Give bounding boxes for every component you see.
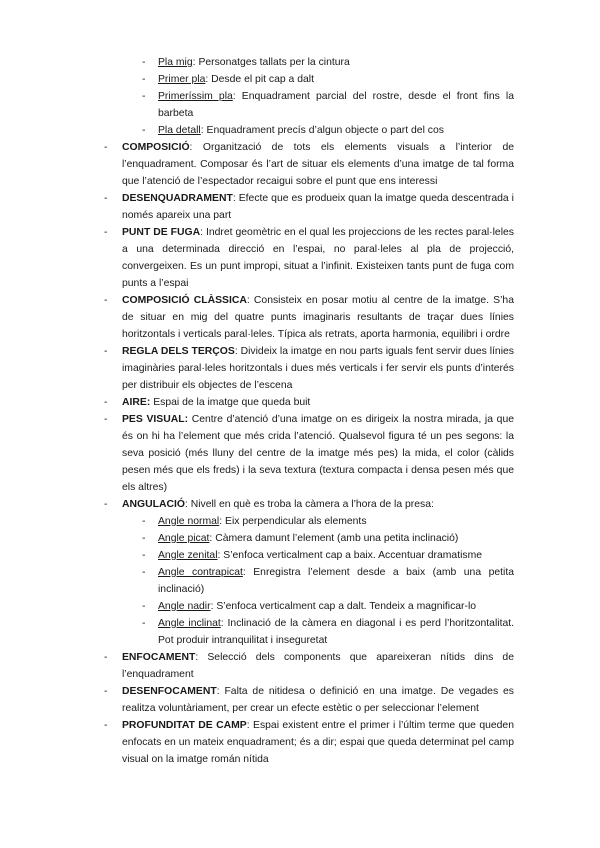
- item-term: ANGULACIÓ: [122, 499, 185, 510]
- item-term: PUNT DE FUGA: [122, 227, 201, 238]
- bullet-dash-icon: -: [142, 516, 146, 527]
- item-definition: Selecció dels components que apareixeran nítids dins de l’enquadrament: [122, 652, 514, 680]
- item-separator: :: [192, 57, 199, 68]
- item-term: Angle zenital: [158, 550, 218, 561]
- item-separator: :: [217, 550, 224, 561]
- item-definition: Espai existent entre el primer i l’últim terme que queden enfocats en un mateix enquadrament; és a dir; espai que queda determinat pel camp visual on la imatge román nítida: [122, 720, 514, 765]
- item-separator: :: [219, 516, 226, 527]
- bullet-dash-icon: -: [142, 567, 146, 578]
- item-separator: :: [205, 74, 212, 85]
- sub-list-item: [142, 122, 514, 139]
- bullet-dash-icon: -: [142, 550, 146, 561]
- item-separator: :: [216, 686, 225, 697]
- bullet-dash-icon: -: [104, 193, 108, 204]
- item-separator: :: [220, 618, 228, 629]
- sub-list-item: [142, 598, 514, 615]
- sub-list-item: [142, 54, 514, 71]
- bullet-dash-icon: -: [104, 720, 108, 731]
- bullet-dash-icon: -: [104, 346, 108, 357]
- item-separator: :: [242, 567, 254, 578]
- item-definition: Desde el pit cap a dalt: [211, 74, 314, 85]
- item-separator: :: [210, 601, 217, 612]
- item-term: PES VISUAL:: [122, 414, 189, 425]
- list-item: [104, 139, 514, 190]
- sub-list-item: [142, 513, 514, 530]
- sub-list-item: [142, 564, 514, 598]
- item-definition: Personatges tallats per la cintura: [198, 57, 350, 68]
- list-item: [104, 343, 514, 394]
- item-definition: Divideix la imatge en nou parts iguals fent servir dues línies imaginàries paral·leles horitzontals i dues més verticals i fer servir els punts d’interés per distribuir els objectes de l’escena: [122, 346, 514, 391]
- item-term: AIRE:: [122, 397, 151, 408]
- item-separator: :: [232, 193, 239, 204]
- item-separator: :: [232, 91, 242, 102]
- item-separator: :: [200, 227, 206, 238]
- list-item: [104, 717, 514, 768]
- sub-list-item: [142, 530, 514, 547]
- item-term: REGLA DELS TERÇOS: [122, 346, 235, 357]
- bullet-dash-icon: -: [142, 601, 146, 612]
- item-definition: S’enfoca verticalment cap a baix. Accentuar dramatisme: [223, 550, 483, 561]
- item-term: PROFUNDITAT DE CAMP: [122, 720, 247, 731]
- list-item: [104, 683, 514, 717]
- sub-list-item: [142, 71, 514, 88]
- bullet-dash-icon: -: [142, 91, 146, 102]
- item-term: COMPOSICIÓ CLÀSSICA: [122, 295, 247, 306]
- bullet-dash-icon: -: [142, 618, 146, 629]
- item-term: Angle picat: [158, 533, 210, 544]
- item-term: ENFOCAMENT: [122, 652, 196, 663]
- item-separator: :: [195, 652, 208, 663]
- item-definition: Càmera damunt l’element (amb una petita inclinació): [215, 533, 459, 544]
- item-definition: Organització de tots els elements visuals a l’interior de l’enquadrament. Composar és l’art de situar els elements d’una imatge de tal forma que l’atenció de l’espectador recaigui sobre el punt que ens interessi: [122, 142, 514, 187]
- item-term: Primer pla: [158, 74, 206, 85]
- item-definition: Consisteix en posar motiu al centre de la imatge. S’ha de situar en mig del quatre punts imaginaris resultants de traçar dues línies horitzontals i verticals paral·leles. Típica als retrats, aporta harmonia, equilibri i ordre: [122, 295, 514, 340]
- item-separator: :: [246, 295, 254, 306]
- item-separator: :: [200, 125, 207, 136]
- bullet-dash-icon: -: [104, 686, 108, 697]
- list-item: [104, 394, 514, 411]
- item-definition: Eix perpendicular als elements: [225, 516, 367, 527]
- item-definition: Falta de nitidesa o definició en una imatge. De vegades es realitza voluntàriament, per crear un efecte estètic o per seleccionar l’element: [122, 686, 514, 714]
- list-item: [104, 649, 514, 683]
- sub-list-item: [142, 547, 514, 564]
- bullet-dash-icon: -: [104, 414, 108, 425]
- item-definition: Inclinació de la càmera en diagonal i es perd l’horitzontalitat. Pot produir intranquilitat i inseguretat: [158, 618, 515, 646]
- bullet-dash-icon: -: [104, 295, 108, 306]
- bullet-dash-icon: -: [104, 652, 108, 663]
- item-separator: :: [189, 142, 203, 153]
- item-definition: Efecte que es produeix quan la imatge queda descentrada i només apareix una part: [122, 193, 514, 221]
- item-term: Primeríssim pla: [158, 91, 233, 102]
- bullet-dash-icon: -: [104, 499, 108, 510]
- bullet-dash-icon: -: [142, 125, 146, 136]
- list-item: [104, 190, 514, 224]
- item-term: Angle nadir: [158, 601, 211, 612]
- item-term: Angle inclinat: [158, 618, 221, 629]
- list-item: [104, 292, 514, 343]
- bullet-dash-icon: -: [142, 74, 146, 85]
- item-separator: :: [234, 346, 241, 357]
- item-definition: Nivell en què es troba la càmera a l’hora de la presa:: [190, 499, 434, 510]
- item-definition: Enquadrament parcial del rostre, desde el front fins la barbeta: [158, 91, 514, 119]
- item-separator: :: [184, 499, 191, 510]
- bullet-dash-icon: -: [104, 397, 108, 408]
- sub-list-item: [142, 615, 515, 649]
- item-term: Pla mig: [158, 57, 193, 68]
- item-separator: :: [209, 533, 216, 544]
- item-term: Angle contrapicat: [158, 567, 243, 578]
- item-definition: Espai de la imatge que queda buit: [153, 397, 311, 408]
- bullet-dash-icon: -: [104, 142, 108, 153]
- bullet-dash-icon: -: [142, 533, 146, 544]
- sub-list-item: [142, 88, 514, 122]
- item-term: DESENQUADRAMENT: [122, 193, 233, 204]
- list-item: [104, 496, 514, 513]
- document-body: [0, 54, 600, 768]
- item-definition: Centre d’atenció d’una imatge on es dirigeix la nostra mirada, ja que és on hi ha l’element que més crida l’atenció. Qualsevol figura té un pes segons: la seva posició (més lluny del centre de la imatge més pes) la mida, el color (càlids pesen més que els freds) i la seva textura (textura compacta i densa pesen més que els altres): [122, 414, 514, 493]
- item-separator: :: [246, 720, 254, 731]
- list-item: [104, 224, 514, 292]
- item-term: Angle normal: [158, 516, 220, 527]
- list-item: [104, 411, 514, 496]
- item-definition: S’enfoca verticalment cap a dalt. Tendeix a magnificar-lo: [216, 601, 477, 612]
- bullet-dash-icon: -: [142, 57, 146, 68]
- item-term: COMPOSICIÓ: [122, 142, 190, 153]
- item-definition: Indret geomètric en el qual les projeccions de les rectes paral·leles a una determinada direcció en l’espai, no paral·leles al pla de projecció, convergeixen. Es un punt impropi, situat a l’infinit. Existeixen tants punt de fuga com punts a l’espai: [122, 227, 514, 289]
- item-definition: Enquadrament precís d’algun objecte o part del cos: [206, 125, 444, 136]
- item-term: Pla detall: [158, 125, 201, 136]
- item-term: DESENFOCAMENT: [122, 686, 217, 697]
- item-definition: Enregistra l’element desde a baix (amb una petita inclinació): [158, 567, 514, 595]
- bullet-dash-icon: -: [104, 227, 108, 238]
